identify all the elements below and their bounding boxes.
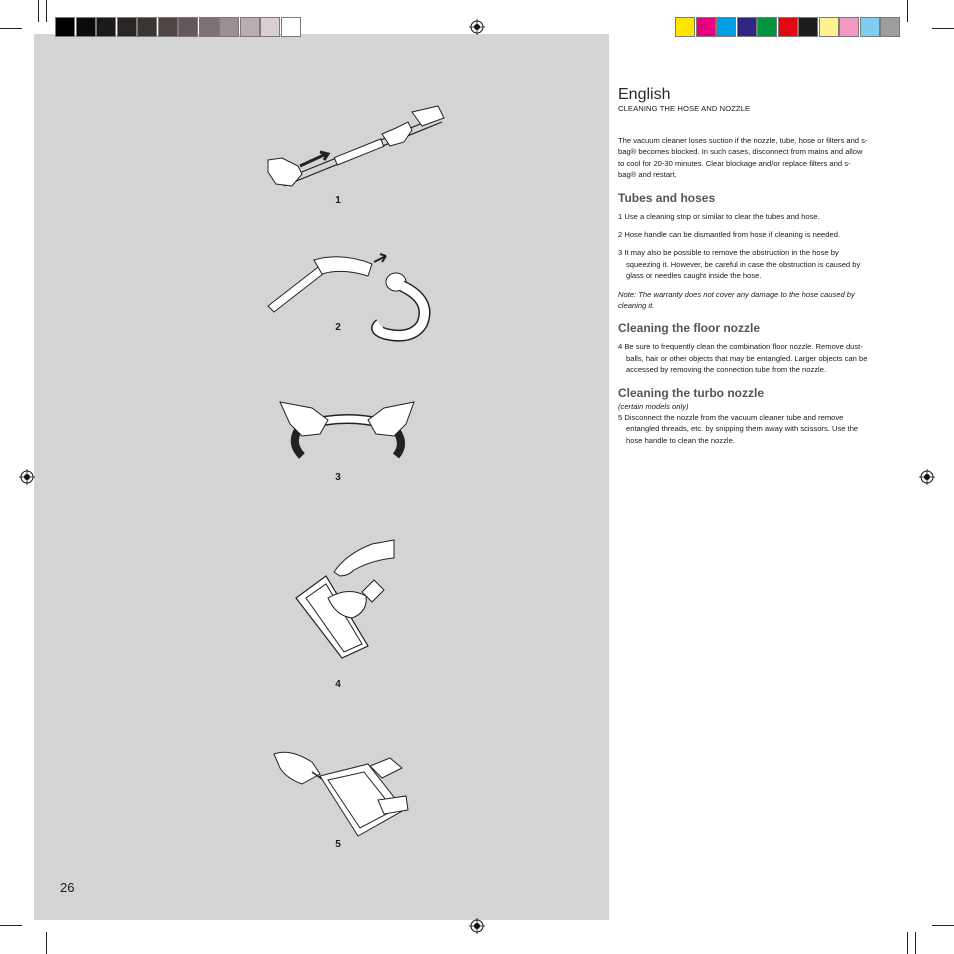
step-label: 5 [335, 839, 341, 850]
registration-mark-icon [19, 469, 35, 485]
color-swatch [737, 17, 757, 37]
color-swatch [675, 17, 695, 37]
color-swatch [240, 17, 260, 37]
crop-mark [907, 0, 908, 22]
color-swatch [839, 17, 859, 37]
color-swatch [260, 17, 280, 37]
step-label: 2 [335, 322, 341, 333]
crop-mark [0, 28, 22, 29]
turbo-nozzle-heading: Cleaning the turbo nozzle [618, 385, 764, 400]
color-swatch [117, 17, 137, 37]
step-label: 1 [335, 195, 341, 206]
crop-mark [932, 925, 954, 926]
tubes-heading: Tubes and hoses [618, 190, 716, 205]
list-item: 3 It may also be possible to remove the obstruction in the hose by squeezing it. However, be careful in case the obstruction is caused by glass or needles caught inside the hose. [618, 248, 861, 281]
color-swatch [76, 17, 96, 37]
section-title: CLEANING THE HOSE AND NOZZLE [618, 104, 751, 113]
page-number: 26 [60, 880, 75, 895]
list-item: 2 Hose handle can be dismantled from hose if cleaning is needed. [618, 230, 841, 240]
language-heading: English [618, 86, 671, 103]
warranty-note: Note: The warranty does not cover any damage to the hose caused by cleaning it. [618, 289, 855, 311]
registration-mark-icon [469, 19, 485, 35]
crop-mark [46, 0, 47, 22]
color-swatch [696, 17, 716, 37]
color-swatch [880, 17, 900, 37]
crop-mark [46, 932, 47, 954]
registration-mark-icon [469, 918, 485, 934]
color-swatch [96, 17, 116, 37]
color-swatch [757, 17, 777, 37]
color-swatch [219, 17, 239, 37]
grey-calibration-bar [55, 17, 301, 37]
turbo-nozzle-icon [272, 744, 412, 840]
registration-mark-icon [919, 469, 935, 485]
color-calibration-bar [675, 17, 901, 37]
models-note: (certain models only) [618, 401, 689, 411]
crop-mark [932, 28, 954, 29]
list-item: 4 Be sure to frequently clean the combination floor nozzle. Remove dust-balls, hair or other objects that may be entangled. Larger objects can be accessed by removing the connection tube from the nozzle. [618, 342, 868, 375]
step-label: 4 [335, 679, 341, 690]
color-swatch [158, 17, 178, 37]
color-swatch [819, 17, 839, 37]
text-column [618, 86, 868, 453]
floor-nozzle-heading: Cleaning the floor nozzle [618, 321, 761, 336]
color-swatch [778, 17, 798, 37]
color-swatch [716, 17, 736, 37]
color-swatch [798, 17, 818, 37]
intro-paragraph: The vacuum cleaner loses suction if the nozzle, tube, hose or filters and s-bag® becomes blocked. In such cases, disconnect from mains and allow to cool for 20-30 minutes. Clear blockage and/or replace filters and s-bag® and restart. [618, 136, 868, 180]
color-swatch [178, 17, 198, 37]
crop-mark [907, 932, 908, 954]
crop-mark [915, 932, 916, 954]
color-swatch [281, 17, 301, 37]
step-label: 3 [335, 472, 341, 483]
crop-mark [38, 0, 39, 22]
squeeze-hose-icon [272, 396, 422, 460]
color-swatch [199, 17, 219, 37]
color-swatch [137, 17, 157, 37]
crop-mark [0, 925, 22, 926]
list-item: 1 Use a cleaning strip or similar to clear the tubes and hose. [618, 211, 820, 221]
tube-extension-icon [262, 100, 452, 192]
color-swatch [55, 17, 75, 37]
floor-nozzle-icon [292, 536, 398, 662]
hose-handle-icon [262, 250, 442, 345]
list-item: 5 Disconnect the nozzle from the vacuum cleaner tube and remove entangled threads, etc. by snipping them away with scissors. Use the hose handle to clean the nozzle. [618, 412, 859, 445]
color-swatch [860, 17, 880, 37]
